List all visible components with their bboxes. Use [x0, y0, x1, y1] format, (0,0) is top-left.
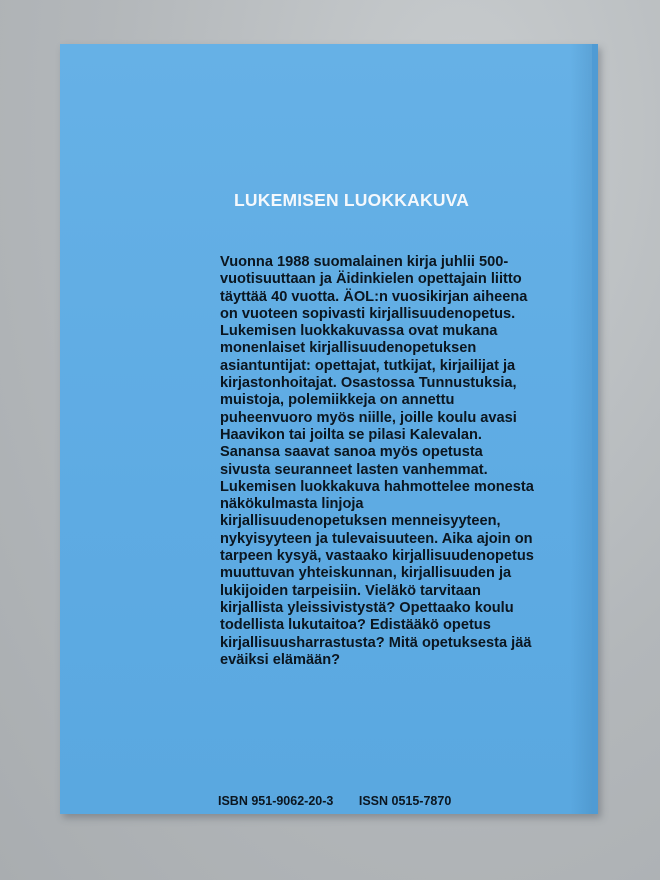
blurb-line: Haavikon tai joilta se pilasi Kalevalan.: [220, 426, 482, 443]
blurb-line: kirjallisuudenopetuksen menneisyyteen,: [220, 513, 501, 530]
blurb-line: tarpeen kysyä, vastaako kirjallisuudenopetus: [220, 548, 534, 565]
blurb-line: kirjallisuusharrastusta? Mitä opetuksesta jää: [220, 634, 532, 651]
issn-number: ISSN 0515-7870: [358, 794, 452, 808]
blurb-line: todellista lukutaitoa? Edistääkö opetus: [220, 617, 491, 634]
blurb-line: muistoja, polemiikkeja on annettu: [220, 392, 455, 409]
isbn-number: ISBN 951-9062-20-3: [218, 794, 334, 808]
blurb-line: nykyisyyteen ja tulevaisuuteen. Aika ajoin on: [220, 530, 533, 547]
blurb-line: puheenvuoro myös niille, joille koulu avasi: [220, 409, 517, 426]
blurb-line: kirjallista yleissivistystä? Opettaako koulu: [220, 599, 514, 616]
blurb-line: eväiksi elämään?: [220, 651, 341, 668]
book-blurb: [220, 254, 580, 669]
blurb-line: Lukemisen luokkakuva hahmottelee monesta: [220, 478, 534, 495]
blurb-line: muuttuvan yhteiskunnan, kirjallisuuden ja: [220, 565, 512, 582]
blurb-line: on vuoteen sopivasti kirjallisuudenopetus.: [220, 305, 516, 322]
blurb-line: lukijoiden tarpeisiin. Vieläkö tarvitaan: [220, 582, 481, 599]
blurb-line: täyttää 40 vuotta. ÄOL:n vuosikirjan aiheena: [220, 288, 528, 305]
blurb-line: kirjastonhoitajat. Osastossa Tunnustuksia,: [220, 375, 517, 392]
book-title: LUKEMISEN LUOKKAKUVA: [234, 190, 470, 210]
blurb-line: Lukemisen luokkakuvassa ovat mukana: [220, 323, 498, 340]
blurb-line: Sanansa saavat sanoa myös opetusta: [220, 444, 483, 461]
blurb-line: Vuonna 1988 suomalainen kirja juhlii 500-: [220, 254, 509, 270]
publication-codes: [218, 794, 451, 808]
blurb-line: näkökulmasta linjoja: [220, 496, 364, 513]
blurb-line: monenlaiset kirjallisuudenopetuksen: [220, 340, 477, 357]
book-back-cover: [60, 44, 598, 814]
blurb-line: asiantuntijat: opettajat, tutkijat, kirjailijat ja: [220, 357, 516, 374]
blurb-line: vuotisuuttaan ja Äidinkielen opettajain liitto: [220, 271, 522, 288]
blurb-line: sivusta seuranneet lasten vanhemmat.: [220, 461, 488, 478]
